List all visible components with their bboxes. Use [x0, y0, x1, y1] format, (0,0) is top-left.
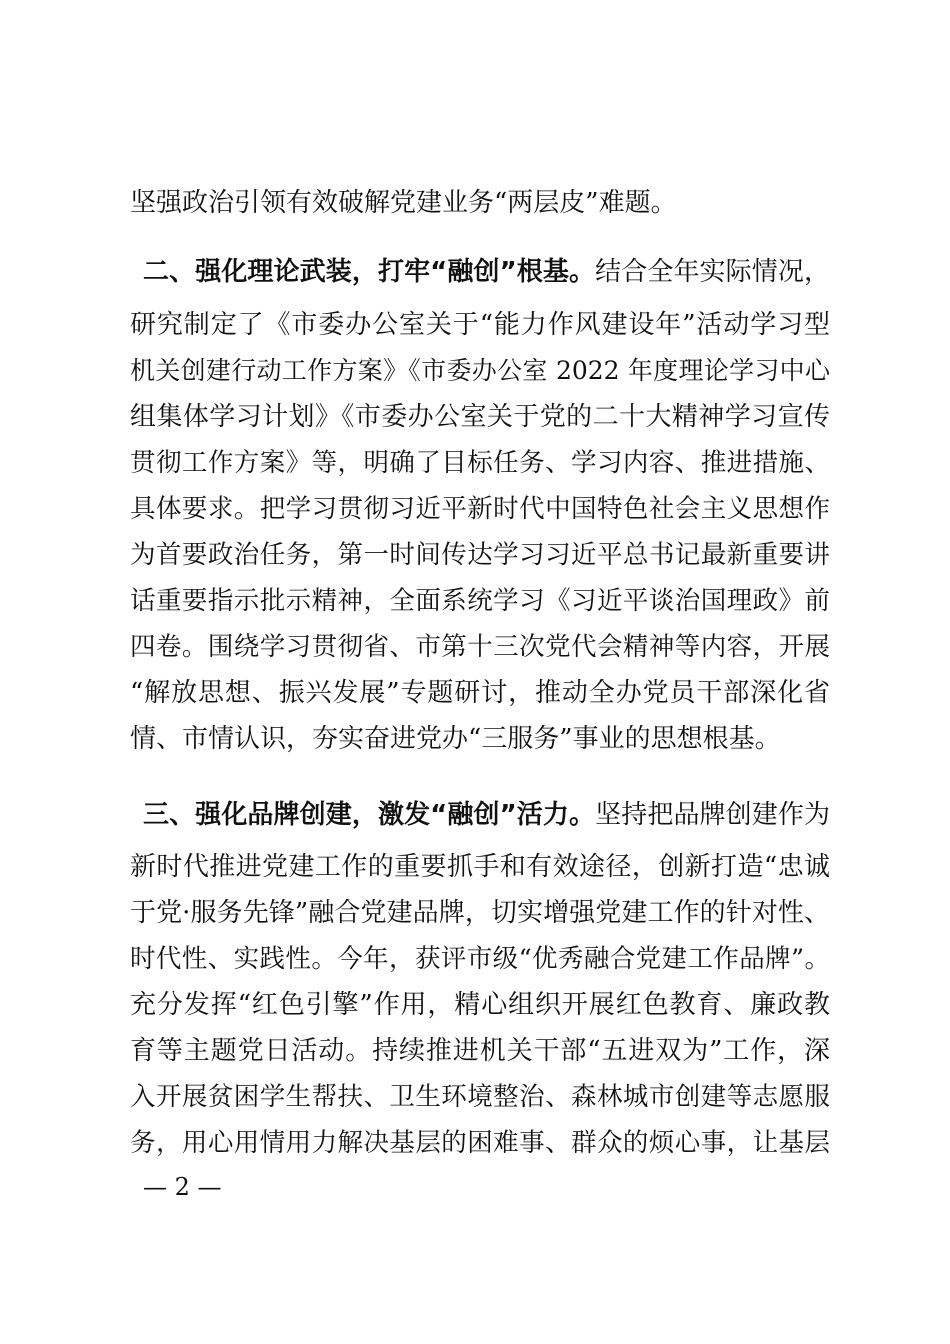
paragraph-line: 于党·服务先锋”融合党建品牌，切实增强党建工作的针对性、 — [130, 898, 830, 928]
paragraph-line: 机关创建行动工作方案》《市委办公室 2022 年度理论学习中心 — [130, 356, 830, 385]
paragraph-line: 新时代推进党建工作的重要抓手和有效途径，创新打造“忠诚 — [130, 852, 830, 882]
paragraph-line: 为首要政治任务，第一时间传达学习习近平总书记最新重要讲 — [130, 540, 830, 570]
paragraph-line: 四卷。围绕学习贯彻省、市第十三次党代会精神等内容，开展 — [130, 632, 830, 662]
section-2-first-line-text: 结合全年实际情况， — [595, 257, 830, 287]
paragraph-line: 具体要求。把学习贯彻习近平新时代中国特色社会主义思想作 — [130, 494, 830, 524]
page-number: — 2 — — [143, 1173, 222, 1201]
section-3-heading: 三、强化品牌创建，激发“融创”活力。 — [143, 800, 596, 830]
paragraph-line: 话重要指示批示精神，全面系统学习《习近平谈治国理政》前 — [130, 586, 830, 616]
paragraph-line: 研究制定了《市委办公室关于“能力作风建设年”活动学习型 — [130, 310, 830, 340]
paragraph-line: 组集体学习计划》《市委办公室关于党的二十大精神学习宣传 — [130, 402, 830, 432]
paragraph-line: 务，用心用情用力解决基层的困难事、群众的烦心事，让基层 — [130, 1128, 830, 1158]
section-3-first-line-text: 坚持把品牌创建作为 — [595, 800, 830, 830]
paragraph-line: 入开展贫困学生帮扶、卫生环境整治、森林城市创建等志愿服 — [130, 1082, 830, 1112]
paragraph-line: “解放思想、振兴发展”专题研讨，推动全办党员干部深化省 — [130, 678, 830, 708]
paragraph-line: 坚强政治引领有效破解党建业务“两层皮”难题。 — [130, 188, 677, 218]
paragraph-line: 育等主题党日活动。持续推进机关干部“五进双为”工作，深 — [130, 1036, 830, 1066]
paragraph-line: 情、市情认识，夯实奋进党办“三服务”事业的思想根基。 — [130, 724, 781, 754]
section-2-heading: 二、强化理论武装，打牢“融创”根基。 — [143, 257, 596, 287]
paragraph-line: 贯彻工作方案》等，明确了目标任务、学习内容、推进措施、 — [130, 448, 830, 478]
section-3-first-line — [143, 795, 830, 835]
section-2-first-line — [143, 252, 830, 292]
paragraph-line: 时代性、实践性。今年，获评市级“优秀融合党建工作品牌”。 — [130, 944, 830, 974]
paragraph-line: 充分发挥“红色引擎”作用，精心组织开展红色教育、廉政教 — [130, 990, 830, 1020]
